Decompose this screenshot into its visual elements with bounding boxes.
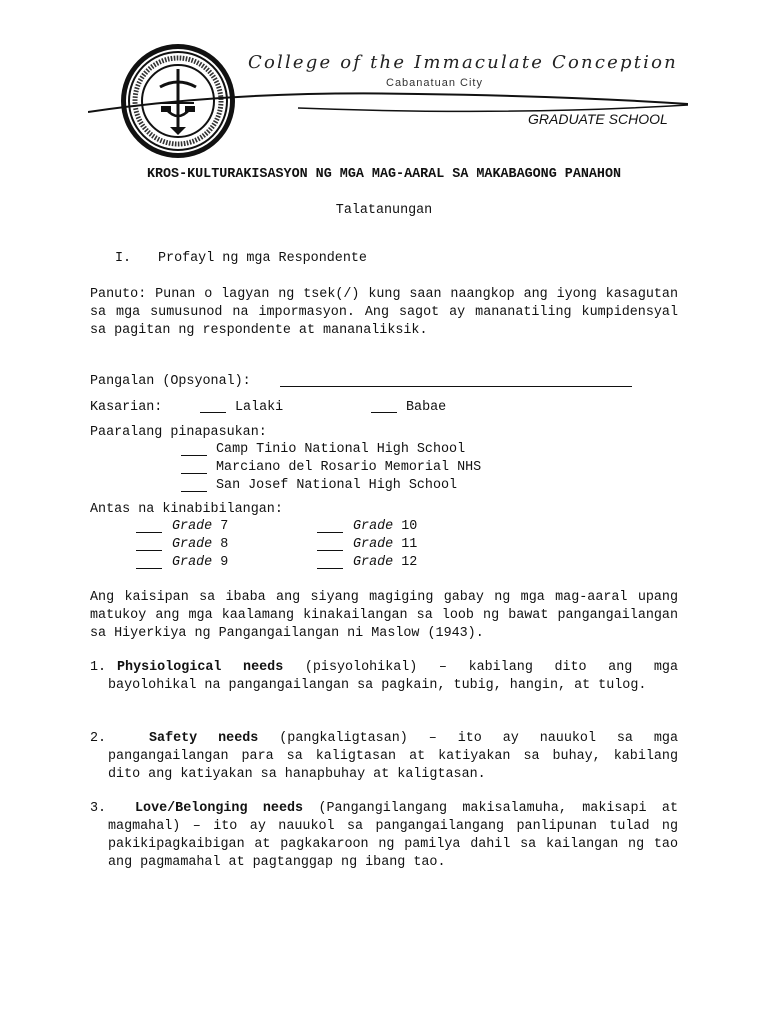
male-checkbox-blank[interactable]	[200, 400, 226, 413]
grade-checkbox-blank[interactable]	[136, 538, 162, 551]
name-blank-field[interactable]	[280, 374, 632, 387]
school-checkbox-blank[interactable]	[181, 479, 207, 492]
need-term: Love/Belonging needs	[135, 801, 304, 816]
grade-checkbox-blank[interactable]	[136, 556, 162, 569]
need-term: Safety needs	[149, 731, 259, 746]
need-number: 3.	[90, 801, 107, 816]
need-description: (pangkaligtasan) – ito ay nauukol sa mga pangangailangan para sa kaligtasan at katiyakan sa buhay, kabilang dito ang katiyakan sa hanapbuhay at kaligtasan.	[108, 731, 678, 782]
need-item-safety	[90, 730, 678, 784]
document-title: KROS-KULTURAKISASYON NG MGA MAG-AARAL SA MAKABAGONG PANAHON	[146, 167, 622, 182]
school-option-label: Camp Tinio National High School	[216, 442, 466, 457]
instructions-paragraph: Panuto: Punan o lagyan ng tsek(/) kung saan naangkop ang iyong kasagutan sa mga sumusunod na impormasyon. Ang sagot ay mananatiling kumpidensyal sa pagitan ng respondente at mananaliksik.	[90, 287, 678, 338]
school-checkbox-blank[interactable]	[181, 443, 207, 456]
school-option-label: Marciano del Rosario Memorial NHS	[216, 460, 482, 475]
school-checkbox-blank[interactable]	[181, 461, 207, 474]
need-description: (Pangangilangang makisalamuha, makisapi at magmahal) – ito ay nauukol sa pangangailangang panlipunan tulad ng pakikipagkaibigan at pagkakaroon ng pamilya dahil sa kailangan ng tao ang pagmamahal at pagtanggap ng ibang tao.	[108, 801, 678, 870]
section-heading: Profayl ng mga Respondente	[158, 251, 367, 266]
need-term: Physiological needs	[117, 660, 284, 675]
need-number: 1.	[90, 660, 107, 675]
grade-option-label: Grade 12	[353, 555, 418, 570]
school-option-label: San Josef National High School	[216, 478, 458, 493]
need-number: 2.	[90, 731, 107, 746]
grade-option-label: Grade 11	[353, 537, 418, 552]
grade-label: Antas na kinabibilangan:	[90, 502, 283, 517]
female-checkbox-blank[interactable]	[371, 400, 397, 413]
grade-checkbox-blank[interactable]	[317, 538, 343, 551]
sex-label: Kasarian:	[90, 400, 163, 415]
need-item-physiological	[90, 659, 678, 695]
grade-checkbox-blank[interactable]	[136, 520, 162, 533]
grade-checkbox-blank[interactable]	[317, 556, 343, 569]
grade-option-label: Grade 9	[172, 555, 229, 570]
school-label: Paaralang pinapasukan:	[90, 425, 267, 440]
grade-option-label: Grade 8	[172, 537, 229, 552]
document-subtitle: Talatanungan	[335, 203, 433, 218]
male-option-label: Lalaki	[235, 400, 284, 415]
section-numeral: I.	[115, 251, 132, 266]
maslow-intro-paragraph: Ang kaisipan sa ibaba ang siyang magiging gabay ng mga mag-aaral upang matukoy ang mga kaalamang kinakailangan sa loob ng bawat pangangailangan sa Hiyerkiya ng Pangangailangan ni Maslow (1943).	[90, 590, 678, 641]
grade-option-label: Grade 7	[172, 519, 229, 534]
college-name: College of the Immaculate Conception	[248, 52, 678, 73]
grade-checkbox-blank[interactable]	[317, 520, 343, 533]
graduate-school-label: GRADUATE SCHOOL	[528, 111, 668, 127]
college-city: Cabanatuan City	[386, 77, 483, 89]
name-label: Pangalan (Opsyonal):	[90, 374, 251, 389]
female-option-label: Babae	[406, 400, 447, 415]
grade-option-label: Grade 10	[353, 519, 418, 534]
need-description: (pisyolohikal) – kabilang dito ang mga bayolohikal na pangangailangan sa pagkain, tubig, hangin, at tulog.	[108, 660, 678, 693]
need-item-love-belonging	[90, 800, 678, 872]
